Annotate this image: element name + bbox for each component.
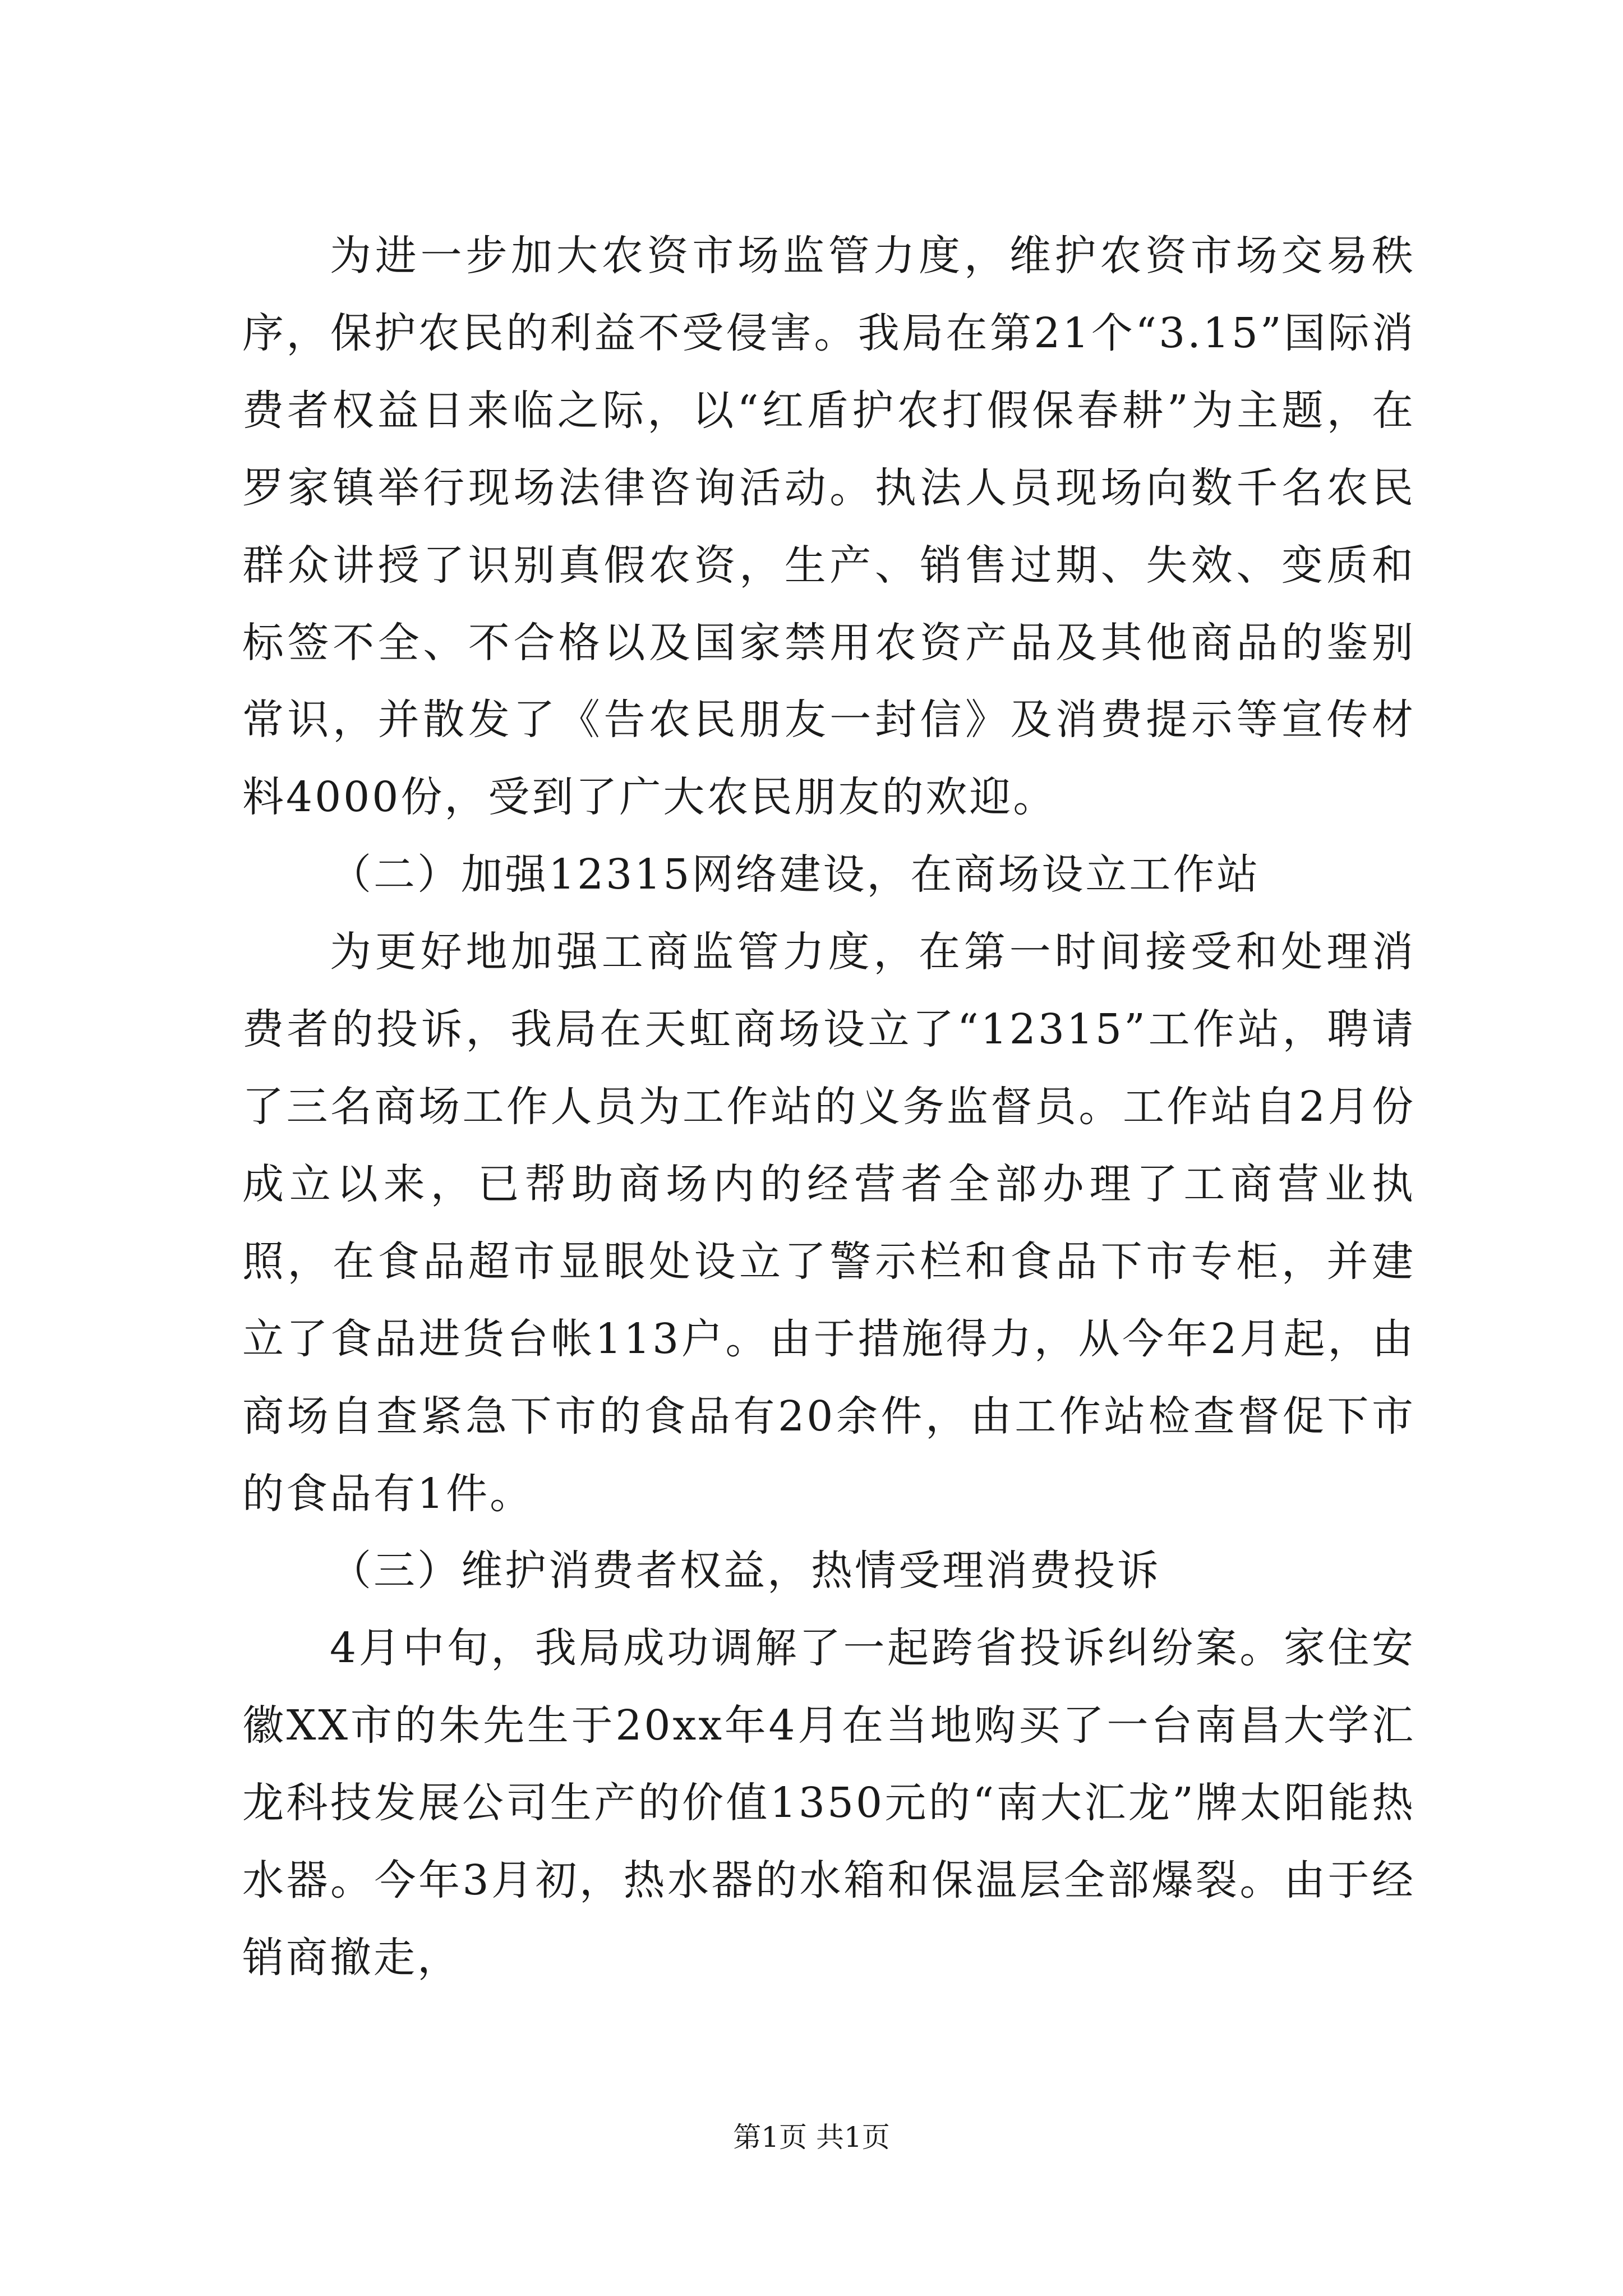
section-heading-12315-network: （二）加强12315网络建设，在商场设立工作站	[330, 850, 1261, 899]
paragraph-complaint-case: 4月中旬，我局成功调解了一起跨省投诉纠纷案。家住安徽XX市的朱先生于20xx年4月在当地购买了一台南昌大学汇龙科技发展公司生产的价值1350元的“南大汇龙”牌太阳能热水器。今年3月初，热水器的水箱和保温层全部爆裂。由于经销商撤走，	[242, 1624, 1415, 1982]
document-body	[242, 218, 1415, 1997]
section-heading-consumer-rights: （三）维护消费者权益，热情受理消费投诉	[330, 1547, 1161, 1595]
paragraph-workstation: 为更好地加强工商监管力度，在第一时间接受和处理消费者的投诉，我局在天虹商场设立了“12315”工作站，聘请了三名商场工作人员为工作站的义务监督员。工作站自2月份成立以来，已帮助商场内的经营者全部办理了工商营业执照，在食品超市显眼处设立了警示栏和食品下市专柜，并建立了食品进货台帐113户。由于措施得力，从今年2月起，由商场自查紧急下市的食品有20余件，由工作站检查督促下市的食品有1件。	[242, 928, 1415, 1518]
paragraph-market-supervision: 为进一步加大农资市场监管力度，维护农资市场交易秩序，保护农民的利益不受侵害。我局在第21个“3.15”国际消费者权益日来临之际，以“红盾护农打假保春耕”为主题，在罗家镇举行现场法律咨询活动。执法人员现场向数千名农民群众讲授了识别真假农资，生产、销售过期、失效、变质和标签不全、不合格以及国家禁用农资产品及其他商品的鉴别常识，并散发了《告农民朋友一封信》及消费提示等宣传材料4000份，受到了广大农民朋友的欢迎。	[242, 232, 1415, 822]
page-footer: 第1页 共1页	[733, 2121, 890, 2154]
